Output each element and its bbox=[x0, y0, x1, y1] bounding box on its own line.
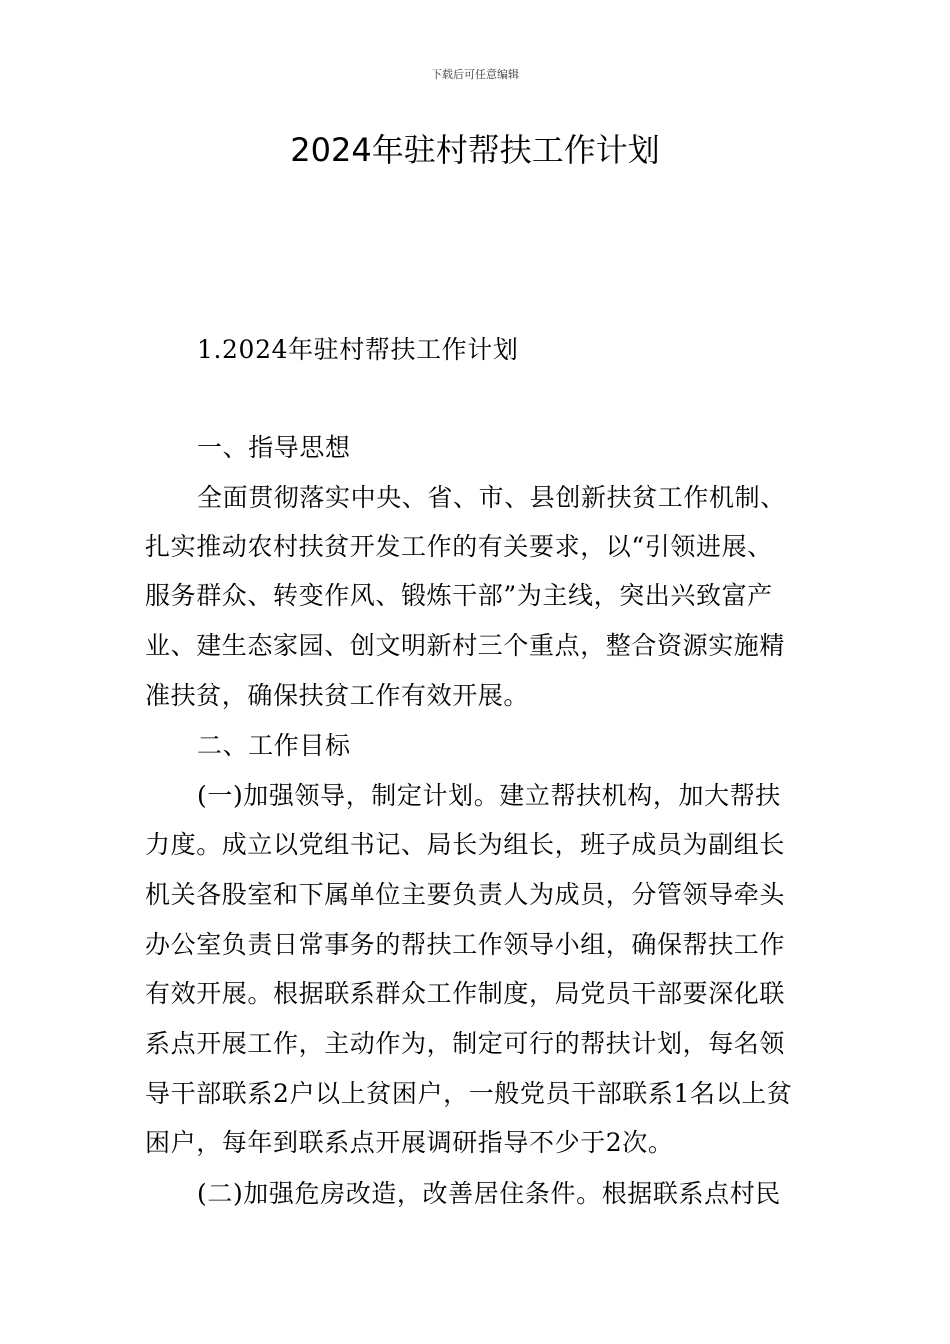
paragraph-line: 系点开展工作，主动作为，制定可行的帮扶计划，每名领 bbox=[145, 1029, 786, 1058]
paragraph-line: 困户，每年到联系点开展调研指导不少于2次。 bbox=[145, 1128, 674, 1157]
paragraph-line: 全面贯彻落实中央、省、市、县创新扶贫工作机制、 bbox=[197, 483, 786, 512]
paragraph-line: 力度。成立以党组书记、局长为组长，班子成员为副组长 bbox=[145, 830, 786, 859]
paragraph-line: (二)加强危房改造，改善居住条件。根据联系点村民 bbox=[197, 1179, 781, 1208]
paragraph-line: 扎实推动农村扶贫开发工作的有关要求，以“引领进展、 bbox=[145, 532, 773, 561]
paragraph-line: 业、建生态家园、创文明新村三个重点，整合资源实施精 bbox=[145, 631, 786, 660]
section-heading: 一、指导思想 bbox=[197, 433, 351, 462]
paragraph-line: 服务群众、转变作风、锻炼干部”为主线，突出兴致富产 bbox=[145, 581, 773, 610]
paragraph-line: 有效开展。根据联系群众工作制度，局党员干部要深化联 bbox=[145, 979, 786, 1008]
document-title: 2024年驻村帮扶工作计划 bbox=[290, 131, 660, 169]
header-note: 下载后可任意编辑 bbox=[431, 68, 519, 81]
subtitle: 1.2024年驻村帮扶工作计划 bbox=[197, 335, 519, 364]
paragraph-line: 机关各股室和下属单位主要负责人为成员，分管领导牵头 bbox=[145, 880, 786, 909]
paragraph-line: 导干部联系2户以上贫困户，一般党员干部联系1名以上贫 bbox=[145, 1079, 793, 1108]
paragraph-line: 办公室负责日常事务的帮扶工作领导小组，确保帮扶工作 bbox=[145, 930, 786, 959]
paragraph-line: (一)加强领导，制定计划。建立帮扶机构，加大帮扶 bbox=[197, 781, 781, 810]
paragraph-line: 准扶贫，确保扶贫工作有效开展。 bbox=[145, 681, 530, 710]
section-heading: 二、工作目标 bbox=[197, 731, 351, 760]
